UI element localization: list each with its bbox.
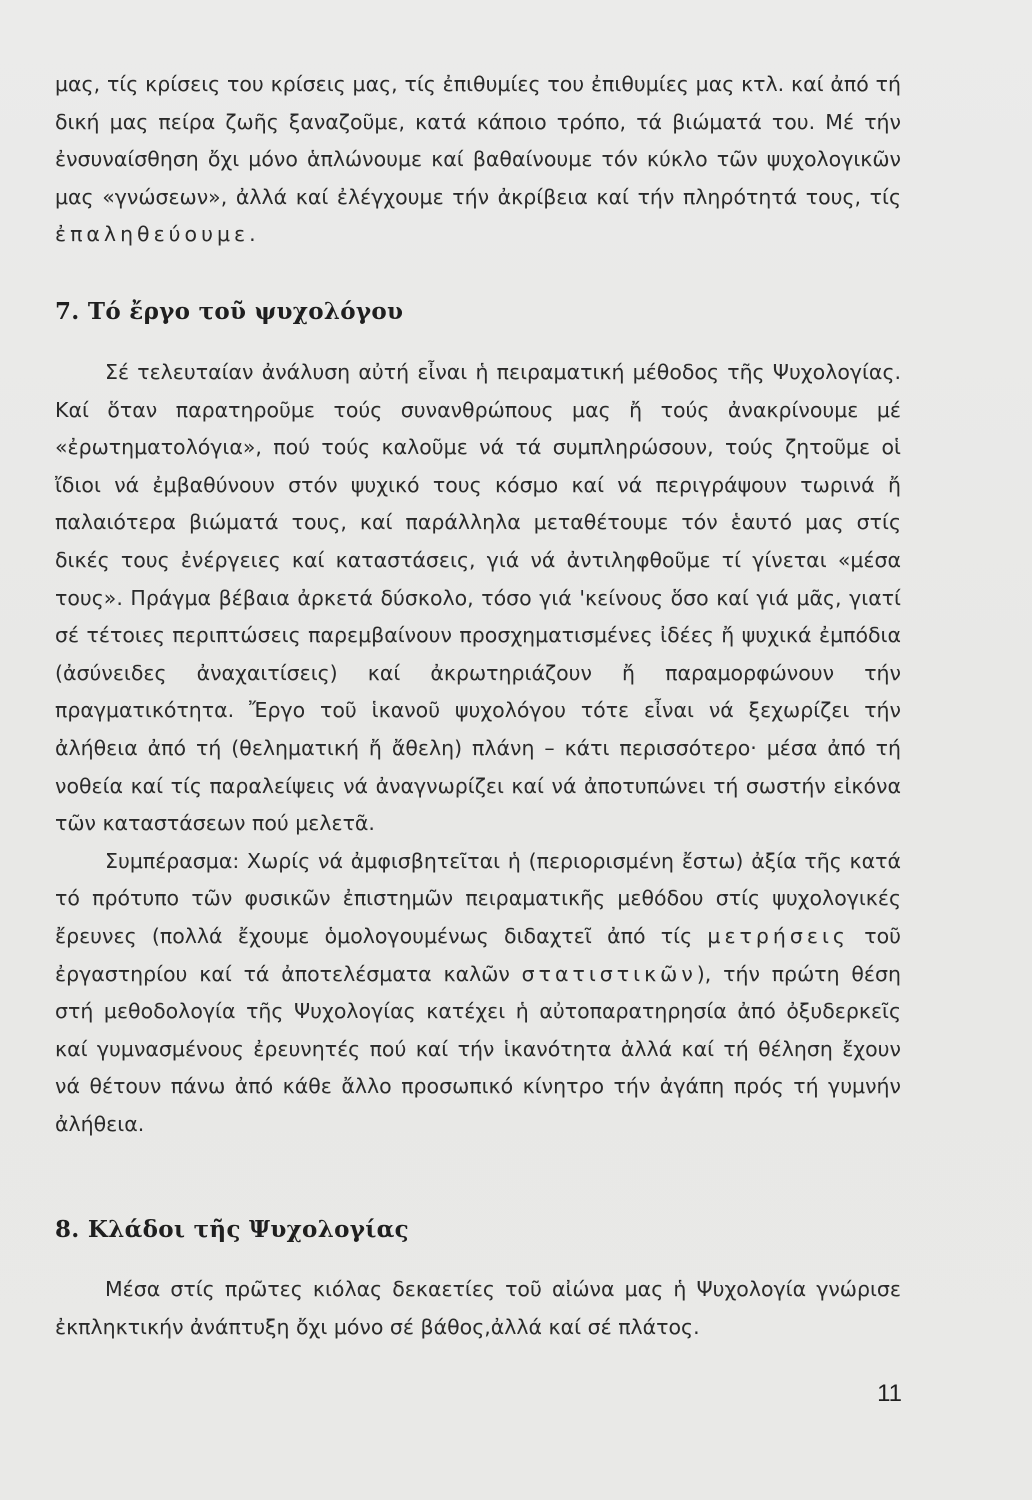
- conclusion-text-part-3: ), τήν πρώτη θέση στή μεθοδολογία τῆς Ψυχολογίας κατέχει ἡ αὐτοπαρατηρησία ἀπό ὀξυδερκεῖς καί γυμνασμένους ἐρευνητές πού καί τήν ἱκανότητα ἀλλά καί τή θέληση ἔχουν νά θέτουν πάνω ἀπό κάθε ἄλλο προσωπικό κίνητρο τήν ἀγάπη πρός τή γυμνήν ἀλήθεια.: [55, 961, 901, 1136]
- conclusion-text-part-2: τοῦ ἐργαστηρίου καί τά ἀποτελέσματα καλῶν: [55, 923, 901, 986]
- intro-paragraph: [55, 66, 901, 254]
- page-number: 11: [877, 1380, 902, 1407]
- section-7-paragraph-1: Σέ τελευταίαν ἀνάλυση αὐτή εἶναι ἡ πειραματική μέθοδος τῆς Ψυχολογίας. Καί ὅταν παρατηροῦμε τούς συνανθρώπους μας ἤ τούς ἀνακρίνουμε μέ «ἐρωτηματολόγια», πού τούς καλοῦμε νά τά συμπληρώσουν, τούς ζητοῦμε οἱ ἴδιοι νά ἐμβαθύνουν στόν ψυχικό τους κόσμο καί νά περιγράψουν τωρινά ἤ παλαιότερα βιώματά τους, καί παράλληλα μεταθέτουμε τόν ἑαυτό μας στίς δικές τους ἐνέργειες καί καταστάσεις, γιά νά ἀντιληφθοῦμε τί γίνεται «μέσα τους». Πράγμα βέβαια ἀρκετά δύσκολο, τόσο γιά 'κείνους ὅσο καί γιά μᾶς, γιατί σέ τέτοιες περιπτώσεις παρεμβαίνουν προσχηματισμένες ἰδέες ἤ ψυχικά ἐμπόδια (ἀσύνειδες ἀναχαιτίσεις) καί ἀκρωτηριάζουν ἤ παραμορφώνουν τήν πραγματικότητα. Ἔργο τοῦ ἱκανοῦ ψυχολόγου τότε εἶναι νά ξεχωρίζει τήν ἀλήθεια ἀπό τή (θεληματική ἤ ἄθελη) πλάνη – κάτι περισσότερο· μέσα ἀπό τή νοθεία καί τίς παραλείψεις νά ἀναγνωρίζει καί νά ἀποτυπώνει τή σωστήν εἰκόνα τῶν καταστάσεων πού μελετᾶ.: [55, 360, 901, 836]
- intro-spaced-word: ἐπαληθεύουμε: [55, 222, 250, 247]
- section-7-body: [55, 354, 901, 1143]
- conclusion-text-part-1: Συμπέρασμα: Χωρίς νά ἀμφισβητεῖται ἡ (περιορισμένη ἔστω) ἀξία τῆς κατά τό πρότυπο τῶν φυσικῶν ἐπιστημῶν πειραματικῆς μεθόδου στίς ψυχολογικές ἔρευνες (πολλά ἔχουμε ὁμολογουμένως διδαχτεῖ ἀπό τίς: [55, 848, 901, 948]
- intro-text-part-1: μας, τίς κρίσεις του κρίσεις μας, τίς ἐπιθυμίες του ἐπιθυμίες μας κτλ. καί ἀπό τή δική μας πείρα ζωῆς ξαναζοῦμε, κατά κάποιο τρόπο, τά βιώματά του. Μέ τήν ἐνσυναίσθηση ὄχι μόνο ἁπλώνουμε καί βαθαίνουμε τόν κύκλο τῶν ψυχολογικῶν μας «γνώσεων», ἀλλά καί ἐλέγχουμε τήν ἀκρίβεια καί τήν πληρότητά τους, τίς: [55, 72, 901, 209]
- intro-text-part-2: .: [249, 222, 256, 247]
- section-8-body: [55, 1271, 901, 1346]
- section-7-heading: 7. Τό ἔργο τοῦ ψυχολόγου: [55, 298, 404, 325]
- section-8-heading: 8. Κλάδοι τῆς Ψυχολογίας: [55, 1216, 409, 1243]
- measurements-spaced-word: μετρήσεις: [707, 923, 849, 948]
- statistics-spaced-word: στατιστικῶν: [521, 961, 697, 986]
- section-7-paragraph-2: [55, 843, 901, 1144]
- section-8-paragraph-1: Μέσα στίς πρῶτες κιόλας δεκαετίες τοῦ αἰώνα μας ἡ Ψυχολογία γνώρισε ἐκπληκτικήν ἀνάπτυξη ὄχι μόνο σέ βάθος,ἀλλά καί σέ πλάτος.: [55, 1277, 901, 1339]
